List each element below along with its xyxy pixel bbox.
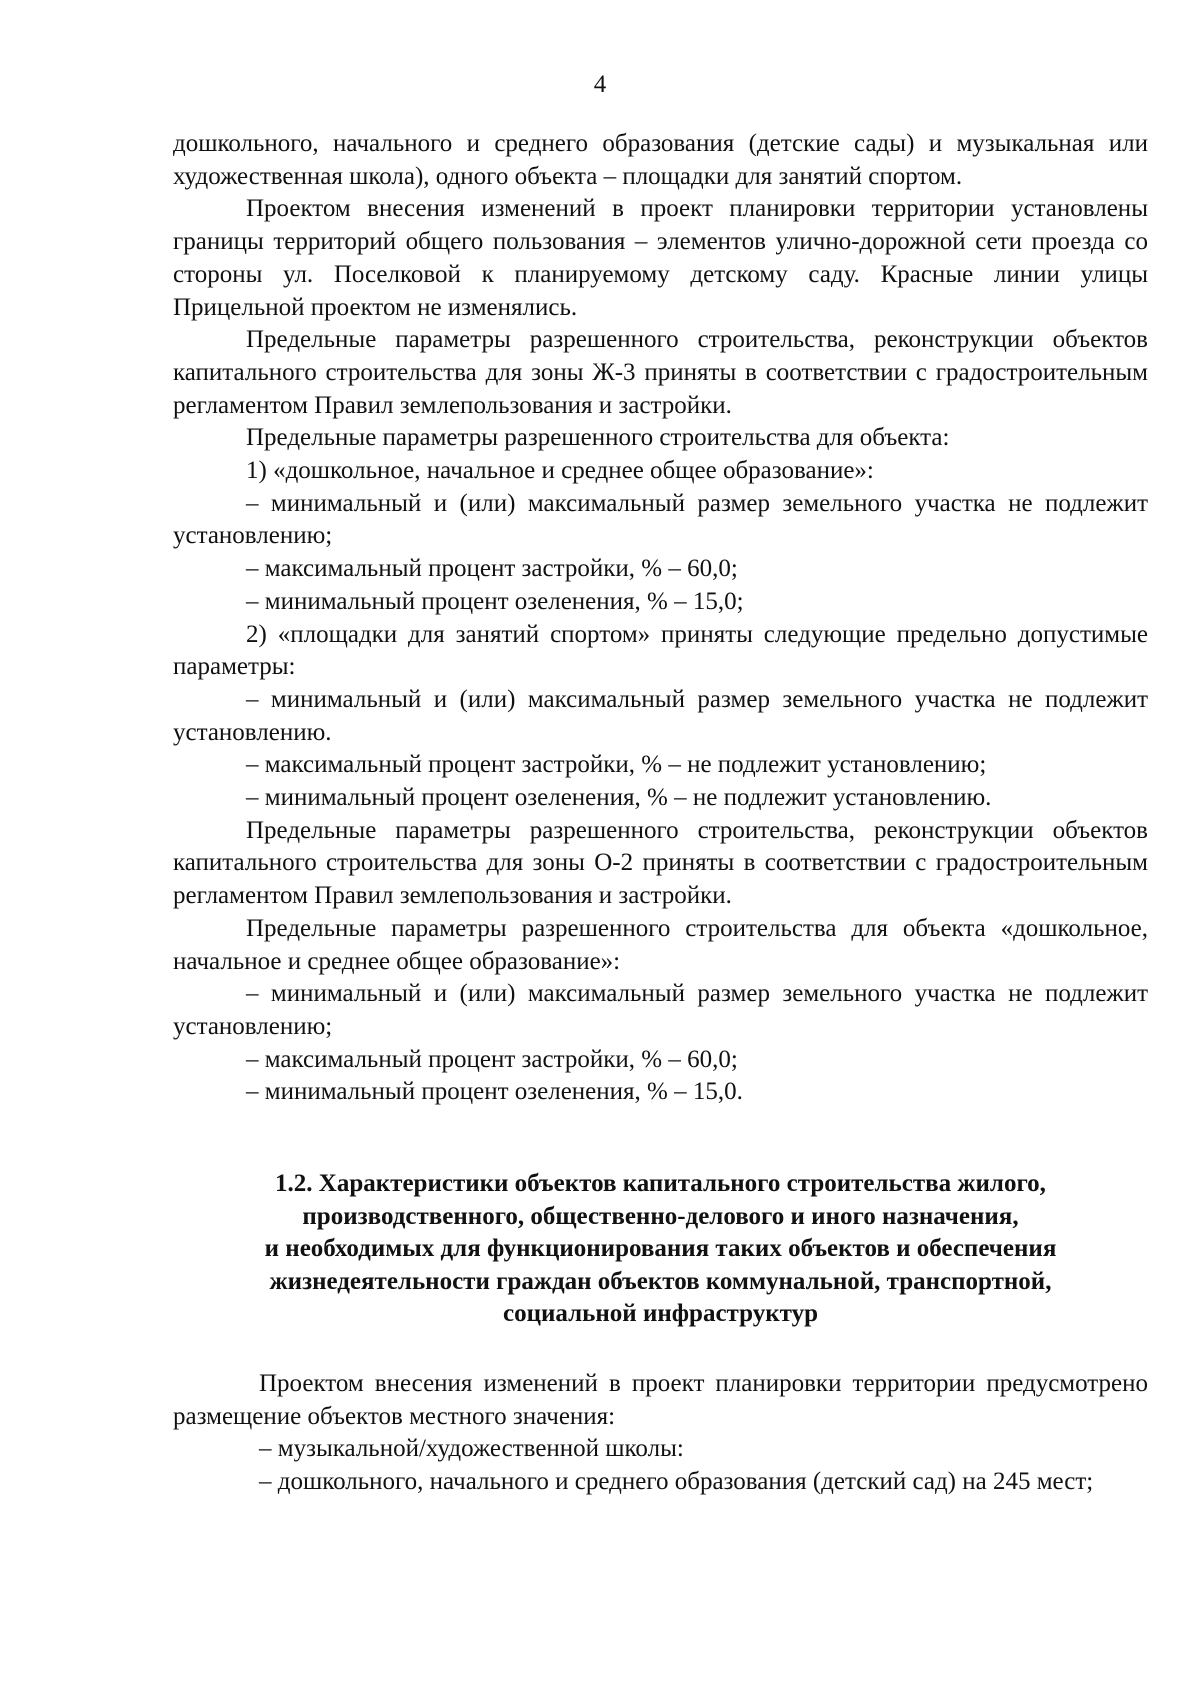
paragraph: Проектом внесения изменений в проект планировки территории предусмотрено размещение объектов местного значения: — [173, 1370, 1148, 1430]
paragraph: Предельные параметры разрешенного строительства для объекта «дошкольное, начальное и среднее общее образование»: — [173, 914, 1148, 975]
list-item: – минимальный процент озеленения, % – 15,0. — [246, 1078, 743, 1106]
list-item: – минимальный процент озеленения, % – не подлежит установлению. — [246, 784, 992, 812]
list-item: – минимальный процент озеленения, % – 15,0; — [246, 587, 744, 615]
paragraph: Предельные параметры разрешенного строительства, реконструкции объектов капитального строительства для зоны О-2 приняты в соответствии с градостроительным регламентом Правил землепользования и застройки. — [173, 816, 1148, 910]
heading-line: социальной инфраструктур — [503, 1300, 818, 1327]
list-item: – минимальный и (или) максимальный размер земельного участка не подлежит установлению; — [173, 980, 1148, 1040]
page-number: 4 — [593, 71, 607, 98]
list-item: – дошкольного, начального и среднего образования (детский сад) на 245 мест; — [259, 1468, 1094, 1496]
list-item: – максимальный процент застройки, % – 60,0; — [246, 1045, 738, 1073]
list-item: – минимальный и (или) максимальный размер земельного участка не подлежит установлению. — [173, 685, 1148, 746]
paragraph: Предельные параметры разрешенного строительства, реконструкции объектов капитального строительства для зоны Ж-3 приняты в соответствии с градостроительным регламентом Правил землепользования и застройки. — [173, 326, 1148, 419]
list-item: 1) «дошкольное, начальное и среднее общее образование»: — [246, 457, 874, 485]
heading-line: и необходимых для функционирования таких объектов и обеспечения — [264, 1235, 1057, 1262]
paragraph: Предельные параметры разрешенного строительства для объекта: — [246, 424, 950, 452]
list-item: – максимальный процент застройки, % – не подлежит установлению; — [246, 751, 987, 779]
list-item: 2) «площадки для занятий спортом» приняты следующие предельно допустимые параметры: — [173, 620, 1148, 681]
body-text — [173, 128, 1148, 1109]
list-item: – музыкальной/художественной школы: — [259, 1435, 684, 1463]
section-heading — [173, 1168, 1148, 1331]
section-body — [173, 1368, 1148, 1499]
paragraph: Проектом внесения изменений в проект планировки территории установлены границы территорий общего пользования – элементов улично-дорожной сети проезда со стороны ул. Поселковой к планируемому детскому саду. Красные линии улицы Прицельной проектом не изменялись. — [173, 195, 1148, 321]
list-item: – максимальный процент застройки, % – 60,0; — [246, 555, 738, 583]
paragraph: дошкольного, начального и среднего образования (детские сады) и музыкальная или художественная школа), одного объекта – площадки для занятий спортом. — [173, 130, 1148, 190]
list-item: – минимальный и (или) максимальный размер земельного участка не подлежит установлению; — [173, 489, 1148, 550]
heading-line: 1.2. Характеристики объектов капитального строительства жилого, — [275, 1170, 1046, 1197]
heading-line: жизнедеятельности граждан объектов коммунальной, транспортной, — [269, 1267, 1052, 1295]
heading-line: производственного, общественно-делового и иного назначения, — [302, 1202, 1019, 1230]
